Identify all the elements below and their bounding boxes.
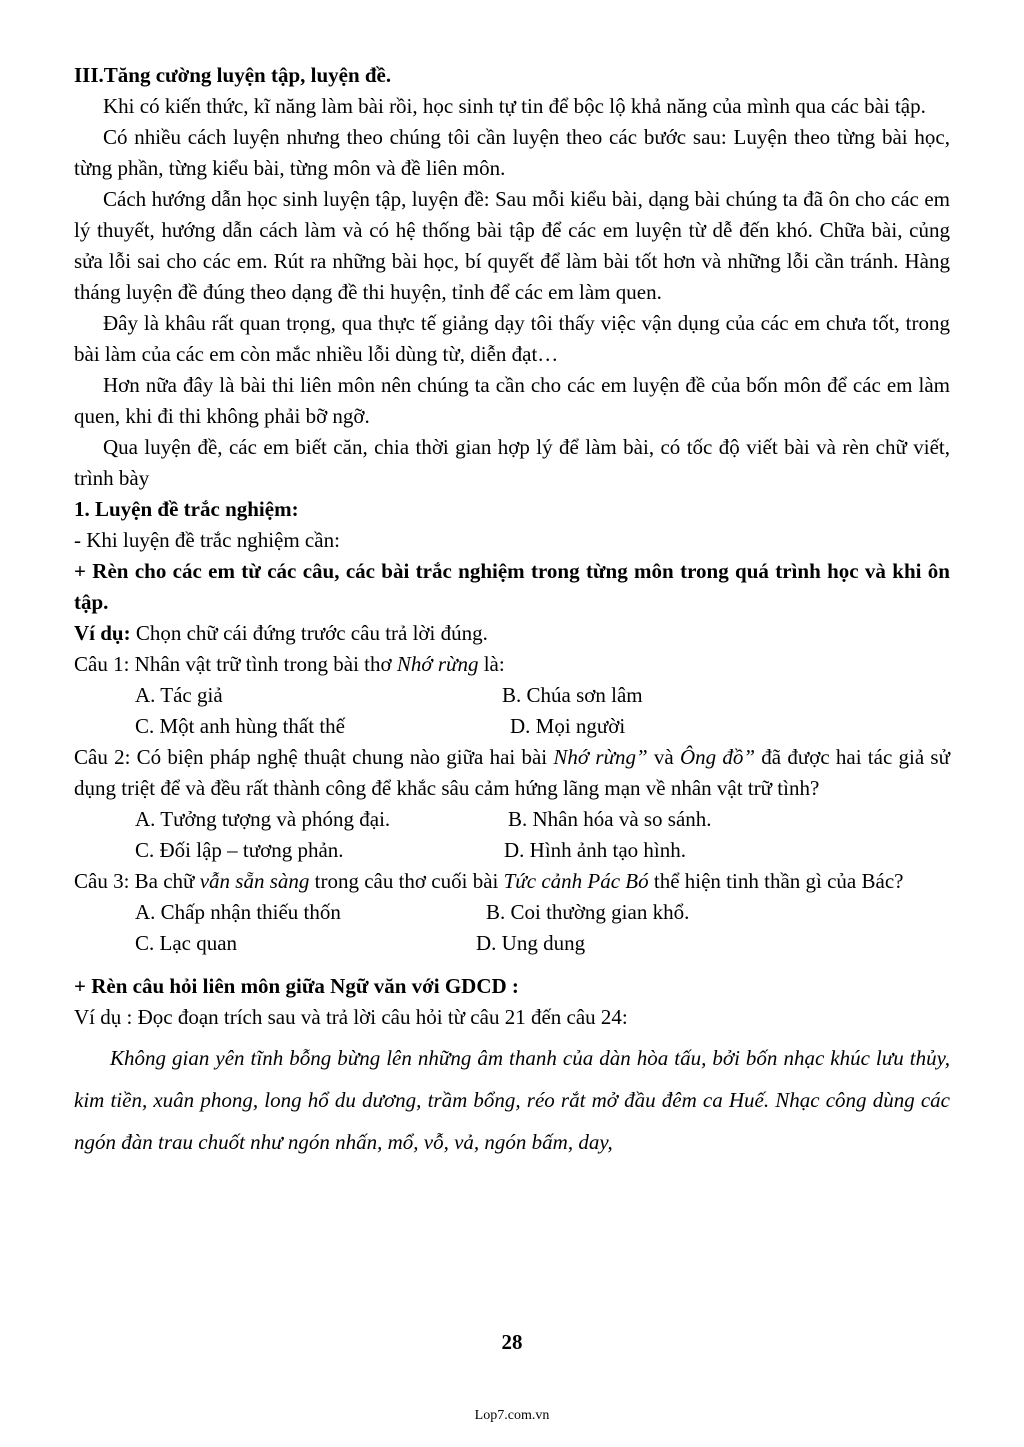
q2-options-row2: [74, 835, 950, 866]
q3-option-b: B. Coi thường gian khổ.: [486, 900, 690, 924]
page-number: 28: [501, 1330, 523, 1354]
question-1: [74, 649, 950, 680]
q2-post: đã được hai tác giả sử dụng triệt để và đều rất thành công để khắc sâu cảm hứng lãng mạn về nhân vật trữ tình?: [74, 745, 950, 800]
q2-options-row1: [74, 804, 950, 835]
paragraph: Có nhiều cách luyện nhưng theo chúng tôi cần luyện theo các bước sau: Luyện theo từng bài học, từng phần, từng kiểu bài, từng môn và đề liên môn.: [74, 125, 950, 180]
bold-point: + Rèn cho các em từ các câu, các bài trắc nghiệm trong từng môn trong quá trình học và khi ôn tập.: [74, 559, 950, 614]
example-line-2: Ví dụ : Đọc đoạn trích sau và trả lời câu hỏi từ câu 21 đến câu 24:: [74, 1005, 628, 1029]
q1-post: là:: [478, 652, 505, 676]
q2-pre: Câu 2: Có biện pháp nghệ thuật chung nào giữa hai bài: [74, 745, 554, 769]
q2-option-a: A. Tưởng tượng và phóng đại.: [135, 807, 391, 831]
example-text: Chọn chữ cái đứng trước câu trả lời đúng.: [130, 621, 488, 645]
example-line: [74, 618, 950, 649]
q3-option-a: A. Chấp nhận thiếu thốn: [135, 900, 341, 924]
q3-pre: Câu 3: Ba chữ: [74, 869, 200, 893]
q2-option-c: C. Đối lập – tương phản.: [135, 838, 344, 862]
paragraph: Khi có kiến thức, kĩ năng làm bài rồi, học sinh tự tin để bộc lộ khả năng của mình qua các bài tập.: [103, 94, 926, 118]
q3-options-row2: [74, 928, 950, 959]
intro-line: - Khi luyện đề trắc nghiệm cần:: [74, 528, 340, 552]
q3-post: thể hiện tinh thần gì của Bác?: [648, 869, 904, 893]
excerpt: Không gian yên tĩnh bỗng bừng lên những âm thanh của dàn hòa tấu, bởi bốn nhạc khúc lưu thủy, kim tiền, xuân phong, long hổ du dương, trầm bổng, réo rắt mở đầu đêm ca Huế. Nhạc công dùng các ngón đàn trau chuốt như ngón nhấn, mổ, vỗ, vả, ngón bấm, day,: [74, 1046, 950, 1154]
q3-mid: trong câu thơ cuối bài: [309, 869, 504, 893]
spacer: [74, 959, 950, 971]
example-label: Ví dụ:: [74, 621, 131, 645]
q1-option-c: C. Một anh hùng thất thế: [135, 714, 345, 738]
q1-option-d: D. Mọi người: [510, 714, 626, 738]
q3-phrase: vẫn sẵn sàng: [199, 869, 310, 893]
q1-option-b: B. Chúa sơn lâm: [502, 683, 643, 707]
q1-title: Nhớ rừng: [396, 652, 479, 676]
section-heading-1: 1. Luyện đề trắc nghiệm:: [74, 497, 299, 521]
q1-options-row2: [74, 711, 950, 742]
q2-option-b: B. Nhân hóa và so sánh.: [508, 807, 712, 831]
q2-title2: Ông đồ”: [679, 745, 756, 769]
q2-title1: Nhớ rừng”: [553, 745, 648, 769]
q2-option-d: D. Hình ảnh tạo hình.: [504, 838, 686, 862]
paragraph: Cách hướng dẫn học sinh luyện tập, luyện đề: Sau mỗi kiểu bài, dạng bài chúng ta đã ôn cho các em lý thuyết, hướng dẫn cách làm và có hệ thống bài tập để các em luyện từ dễ đến khó. Chữa bài, củng sửa lỗi sai cho các em. Rút ra những bài học, bí quyết để làm bài tốt hơn và những lỗi cần tránh. Hàng tháng luyện đề đúng theo dạng đề thi huyện, tỉnh để các em làm quen.: [74, 187, 950, 304]
q3-title: Tức cảnh Pác Bó: [503, 869, 649, 893]
document-page: [74, 60, 950, 1163]
section-heading-iii: III.Tăng cường luyện tập, luyện đề.: [74, 63, 392, 87]
paragraph: Đây là khâu rất quan trọng, qua thực tế giảng dạy tôi thấy việc vận dụng của các em chưa tốt, trong bài làm của các em còn mắc nhiều lỗi dùng từ, diễn đạt…: [74, 311, 950, 366]
paragraph: Hơn nữa đây là bài thi liên môn nên chúng ta cần cho các em luyện đề của bốn môn để các em làm quen, khi đi thi không phải bỡ ngỡ.: [74, 373, 950, 428]
q3-option-d: D. Ung dung: [476, 931, 586, 955]
footer-watermark: Lop7.com.vn: [474, 1408, 550, 1423]
bold-point-2: + Rèn câu hỏi liên môn giữa Ngữ văn với GDCD :: [74, 974, 519, 998]
question-3: [74, 866, 950, 897]
q2-mid: và: [647, 745, 680, 769]
q3-option-c: C. Lạc quan: [135, 931, 238, 955]
q3-options-row1: [74, 897, 950, 928]
q1-pre: Câu 1: Nhân vật trữ tình trong bài thơ: [74, 652, 397, 676]
paragraph: Qua luyện đề, các em biết căn, chia thời gian hợp lý để làm bài, có tốc độ viết bài và rèn chữ viết, trình bày: [74, 435, 950, 490]
q1-option-a: A. Tác giả: [135, 683, 223, 707]
q1-options-row1: [74, 680, 950, 711]
question-2: [74, 742, 950, 804]
